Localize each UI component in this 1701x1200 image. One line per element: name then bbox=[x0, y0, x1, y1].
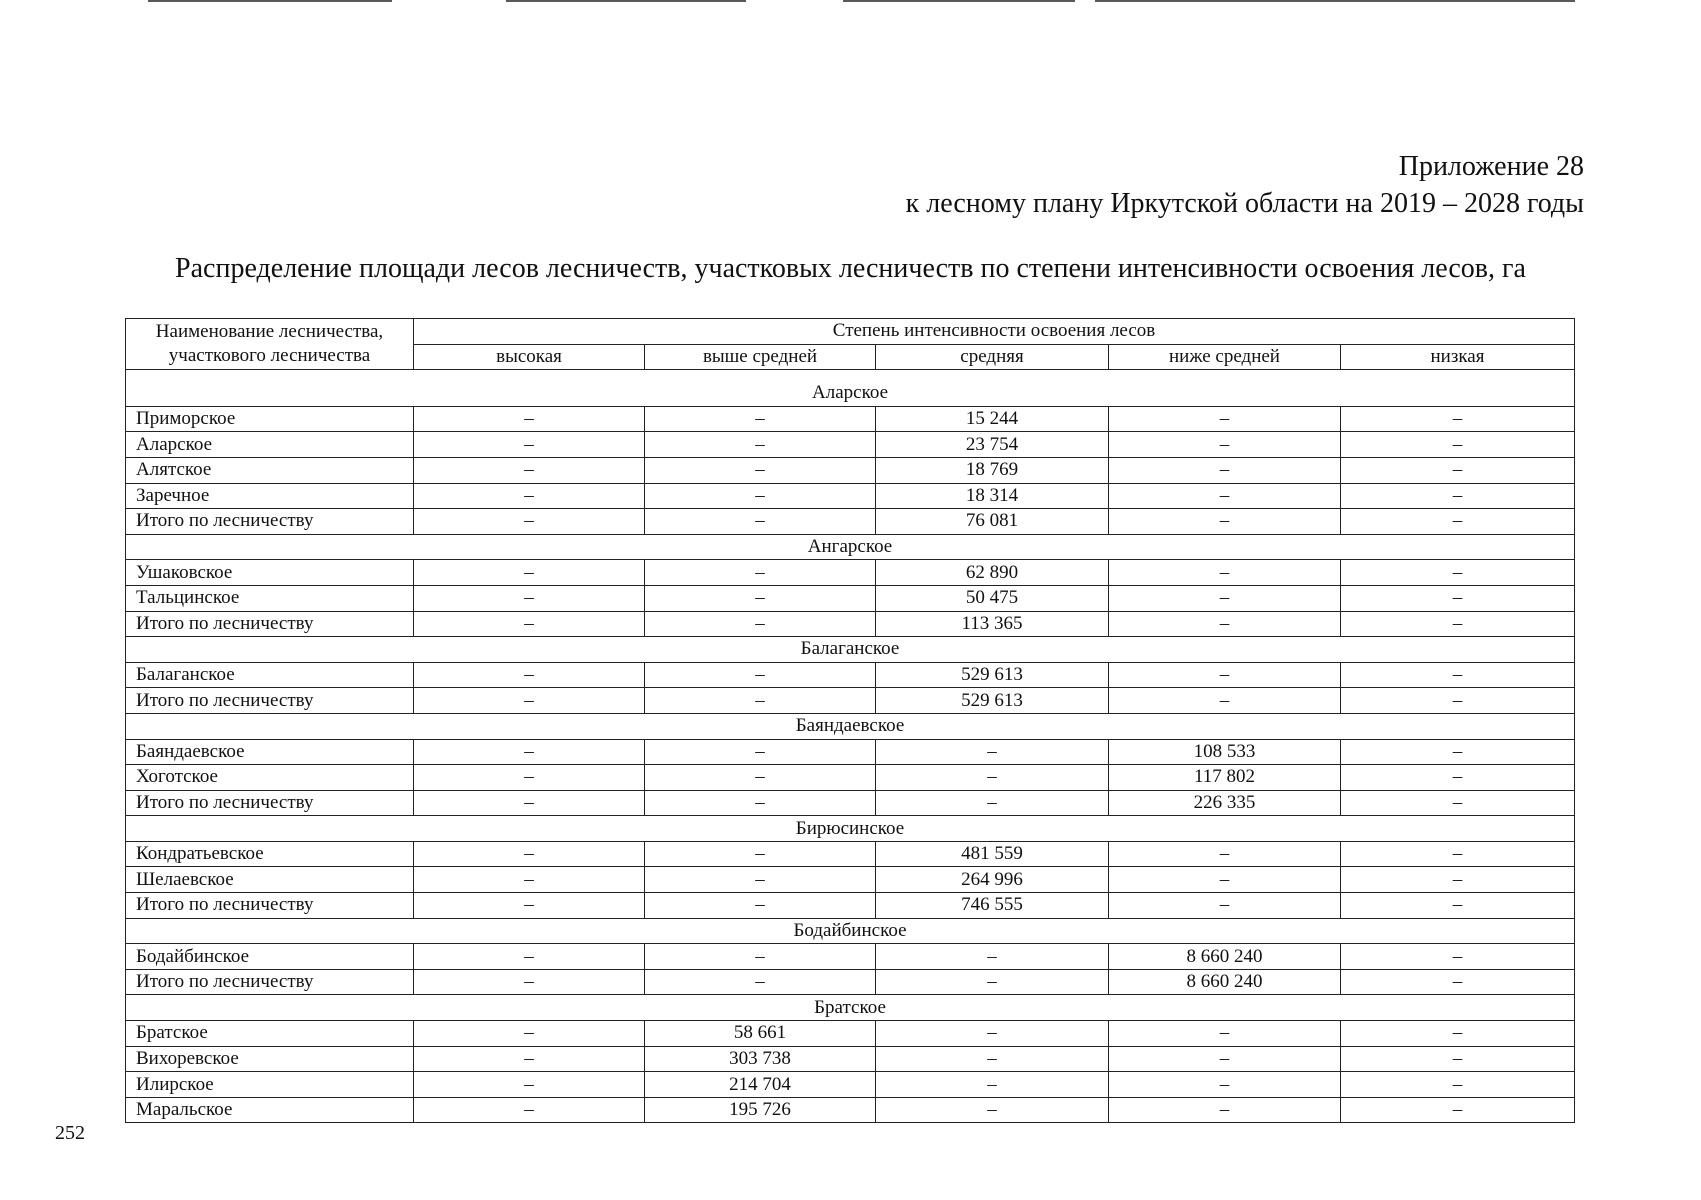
forestry-name: Братское bbox=[126, 995, 1575, 1021]
area-value: – bbox=[645, 688, 876, 714]
area-value: – bbox=[876, 765, 1109, 791]
table-row bbox=[126, 944, 1575, 970]
district-name: Вихоревское bbox=[126, 1046, 414, 1072]
area-value: – bbox=[414, 662, 645, 688]
area-value: – bbox=[1341, 560, 1575, 586]
area-value: – bbox=[1341, 1021, 1575, 1047]
area-value: – bbox=[876, 969, 1109, 995]
area-value: – bbox=[1341, 585, 1575, 611]
district-name: Балаганское bbox=[126, 662, 414, 688]
area-value: – bbox=[876, 1021, 1109, 1047]
page-number: 252 bbox=[55, 1122, 85, 1144]
area-value: – bbox=[645, 483, 876, 509]
forestry-name: Ангарское bbox=[126, 534, 1575, 560]
area-value: 8 660 240 bbox=[1109, 969, 1341, 995]
table-row bbox=[126, 867, 1575, 893]
area-value: – bbox=[645, 867, 876, 893]
area-value: – bbox=[645, 432, 876, 458]
scan-artifact-top-4 bbox=[1095, 0, 1575, 2]
area-value: – bbox=[645, 560, 876, 586]
area-value: 264 996 bbox=[876, 867, 1109, 893]
forest-distribution-table bbox=[125, 318, 1575, 1123]
scan-artifact-top-2 bbox=[506, 0, 746, 2]
area-value: – bbox=[876, 1046, 1109, 1072]
area-value: – bbox=[645, 457, 876, 483]
area-value: – bbox=[414, 765, 645, 791]
area-value: – bbox=[414, 509, 645, 535]
column-header: средняя bbox=[876, 344, 1109, 370]
area-value: – bbox=[1341, 688, 1575, 714]
forestry-name: Аларское bbox=[126, 381, 1575, 406]
district-name: Итого по лесничеству bbox=[126, 893, 414, 919]
area-value: – bbox=[876, 790, 1109, 816]
table-header-row bbox=[126, 319, 1575, 345]
area-value: 529 613 bbox=[876, 662, 1109, 688]
area-value: 303 738 bbox=[645, 1046, 876, 1072]
area-value: – bbox=[414, 560, 645, 586]
district-name: Итого по лесничеству bbox=[126, 969, 414, 995]
district-name: Приморское bbox=[126, 406, 414, 432]
district-name: Тальцинское bbox=[126, 585, 414, 611]
area-value: – bbox=[1109, 457, 1341, 483]
district-name: Итого по лесничеству bbox=[126, 509, 414, 535]
area-value: – bbox=[414, 585, 645, 611]
area-value: – bbox=[645, 509, 876, 535]
area-value: – bbox=[414, 688, 645, 714]
district-name: Братское bbox=[126, 1021, 414, 1047]
table-row bbox=[126, 1046, 1575, 1072]
area-value: 15 244 bbox=[876, 406, 1109, 432]
table-row bbox=[126, 765, 1575, 791]
area-value: – bbox=[1109, 432, 1341, 458]
table-row bbox=[126, 1097, 1575, 1123]
area-value: – bbox=[1109, 893, 1341, 919]
area-value: – bbox=[1109, 688, 1341, 714]
table-row bbox=[126, 893, 1575, 919]
district-name: Заречное bbox=[126, 483, 414, 509]
area-value: – bbox=[414, 841, 645, 867]
area-value: 529 613 bbox=[876, 688, 1109, 714]
district-name: Шелаевское bbox=[126, 867, 414, 893]
area-value: – bbox=[1109, 611, 1341, 637]
area-value: 58 661 bbox=[645, 1021, 876, 1047]
area-value: – bbox=[1341, 893, 1575, 919]
area-value: – bbox=[1109, 867, 1341, 893]
area-value: – bbox=[1109, 509, 1341, 535]
district-name: Кондратьевское bbox=[126, 841, 414, 867]
group-header-row bbox=[126, 637, 1575, 663]
table-row bbox=[126, 1021, 1575, 1047]
area-value: – bbox=[414, 790, 645, 816]
area-value: 8 660 240 bbox=[1109, 944, 1341, 970]
area-value: – bbox=[414, 893, 645, 919]
area-value: – bbox=[645, 790, 876, 816]
district-name: Хоготское bbox=[126, 765, 414, 791]
scan-artifact-top-1 bbox=[148, 0, 392, 2]
area-value: – bbox=[1109, 1046, 1341, 1072]
area-value: – bbox=[1109, 1021, 1341, 1047]
area-value: – bbox=[414, 432, 645, 458]
table-row bbox=[126, 483, 1575, 509]
area-value: – bbox=[876, 1097, 1109, 1123]
area-value: – bbox=[1341, 790, 1575, 816]
area-value: – bbox=[1109, 406, 1341, 432]
area-value: – bbox=[645, 969, 876, 995]
area-value: 50 475 bbox=[876, 585, 1109, 611]
forestry-name: Бодайбинское bbox=[126, 918, 1575, 944]
area-value: – bbox=[645, 611, 876, 637]
group-header-row bbox=[126, 534, 1575, 560]
column-header-name: Наименование лесничества, участкового лесничества bbox=[126, 319, 414, 370]
appendix-label: Приложение 28 bbox=[1398, 151, 1584, 182]
area-value: – bbox=[1341, 611, 1575, 637]
area-value: – bbox=[645, 585, 876, 611]
area-value: 117 802 bbox=[1109, 765, 1341, 791]
area-value: – bbox=[414, 1021, 645, 1047]
district-name: Алятское bbox=[126, 457, 414, 483]
area-value: 18 769 bbox=[876, 457, 1109, 483]
scan-artifact-top-3 bbox=[843, 0, 1075, 2]
area-value: – bbox=[1341, 662, 1575, 688]
group-header-row bbox=[126, 816, 1575, 842]
forestry-name: Балаганское bbox=[126, 637, 1575, 663]
area-value: – bbox=[1109, 841, 1341, 867]
district-name: Маральское bbox=[126, 1097, 414, 1123]
area-value: – bbox=[645, 662, 876, 688]
area-value: – bbox=[1341, 1046, 1575, 1072]
area-value: – bbox=[1109, 662, 1341, 688]
area-value: – bbox=[1341, 406, 1575, 432]
table-row bbox=[126, 790, 1575, 816]
district-name: Аларское bbox=[126, 432, 414, 458]
area-value: 62 890 bbox=[876, 560, 1109, 586]
table-spacer-row bbox=[126, 370, 1575, 382]
area-value: – bbox=[1109, 483, 1341, 509]
table-row bbox=[126, 1072, 1575, 1098]
table-row bbox=[126, 841, 1575, 867]
area-value: 746 555 bbox=[876, 893, 1109, 919]
area-value: – bbox=[645, 765, 876, 791]
table-row bbox=[126, 457, 1575, 483]
document-title: Распределение площади лесов лесничеств, участковых лесничеств по степени интенсивности освоения лесов, га bbox=[175, 253, 1526, 284]
area-value: – bbox=[645, 406, 876, 432]
area-value: – bbox=[1341, 969, 1575, 995]
area-value: – bbox=[1341, 509, 1575, 535]
area-value: – bbox=[1341, 457, 1575, 483]
area-value: 18 314 bbox=[876, 483, 1109, 509]
table-row bbox=[126, 406, 1575, 432]
area-value: – bbox=[645, 841, 876, 867]
area-value: – bbox=[1341, 1072, 1575, 1098]
district-name: Итого по лесничеству bbox=[126, 688, 414, 714]
table-body bbox=[126, 370, 1575, 1123]
area-value: – bbox=[414, 944, 645, 970]
area-value: – bbox=[1341, 483, 1575, 509]
area-value: – bbox=[1341, 944, 1575, 970]
column-header: низкая bbox=[1341, 344, 1575, 370]
area-value: – bbox=[414, 457, 645, 483]
group-header-row bbox=[126, 918, 1575, 944]
area-value: – bbox=[414, 406, 645, 432]
group-header-row bbox=[126, 995, 1575, 1021]
district-name: Ушаковское bbox=[126, 560, 414, 586]
area-value: 108 533 bbox=[1109, 739, 1341, 765]
area-value: – bbox=[1109, 1072, 1341, 1098]
table-row bbox=[126, 611, 1575, 637]
area-value: 76 081 bbox=[876, 509, 1109, 535]
area-value: – bbox=[414, 867, 645, 893]
column-header: высокая bbox=[414, 344, 645, 370]
district-name: Бодайбинское bbox=[126, 944, 414, 970]
district-name: Итого по лесничеству bbox=[126, 611, 414, 637]
area-value: – bbox=[1341, 432, 1575, 458]
area-value: – bbox=[414, 1072, 645, 1098]
forestry-name: Бирюсинское bbox=[126, 816, 1575, 842]
area-value: – bbox=[1109, 1097, 1341, 1123]
area-value: – bbox=[645, 944, 876, 970]
area-value: – bbox=[414, 483, 645, 509]
area-value: – bbox=[1341, 867, 1575, 893]
area-value: – bbox=[645, 893, 876, 919]
area-value: – bbox=[1341, 841, 1575, 867]
forestry-name: Баяндаевское bbox=[126, 713, 1575, 739]
district-name: Илирское bbox=[126, 1072, 414, 1098]
column-header: выше средней bbox=[645, 344, 876, 370]
group-header-row bbox=[126, 381, 1575, 406]
area-value: – bbox=[876, 739, 1109, 765]
area-value: 214 704 bbox=[645, 1072, 876, 1098]
area-value: – bbox=[1341, 739, 1575, 765]
area-value: 23 754 bbox=[876, 432, 1109, 458]
area-value: – bbox=[414, 1046, 645, 1072]
table-row bbox=[126, 560, 1575, 586]
table-row bbox=[126, 662, 1575, 688]
district-name: Итого по лесничеству bbox=[126, 790, 414, 816]
column-header-group: Степень интенсивности освоения лесов bbox=[414, 319, 1575, 345]
area-value: – bbox=[414, 969, 645, 995]
area-value: – bbox=[414, 611, 645, 637]
table-row bbox=[126, 509, 1575, 535]
table-row bbox=[126, 585, 1575, 611]
area-value: – bbox=[645, 739, 876, 765]
area-value: – bbox=[1341, 765, 1575, 791]
area-value: – bbox=[1109, 585, 1341, 611]
area-value: – bbox=[1109, 560, 1341, 586]
area-value: – bbox=[876, 944, 1109, 970]
appendix-reference: к лесному плану Иркутской области на 2019 – 2028 годы bbox=[905, 188, 1584, 219]
table-row bbox=[126, 969, 1575, 995]
area-value: 195 726 bbox=[645, 1097, 876, 1123]
area-value: 226 335 bbox=[1109, 790, 1341, 816]
area-value: – bbox=[876, 1072, 1109, 1098]
table-row bbox=[126, 739, 1575, 765]
district-name: Баяндаевское bbox=[126, 739, 414, 765]
area-value: – bbox=[1341, 1097, 1575, 1123]
table-row bbox=[126, 688, 1575, 714]
area-value: 113 365 bbox=[876, 611, 1109, 637]
area-value: – bbox=[414, 739, 645, 765]
area-value: 481 559 bbox=[876, 841, 1109, 867]
area-value: – bbox=[414, 1097, 645, 1123]
table-row bbox=[126, 432, 1575, 458]
group-header-row bbox=[126, 713, 1575, 739]
column-header: ниже средней bbox=[1109, 344, 1341, 370]
